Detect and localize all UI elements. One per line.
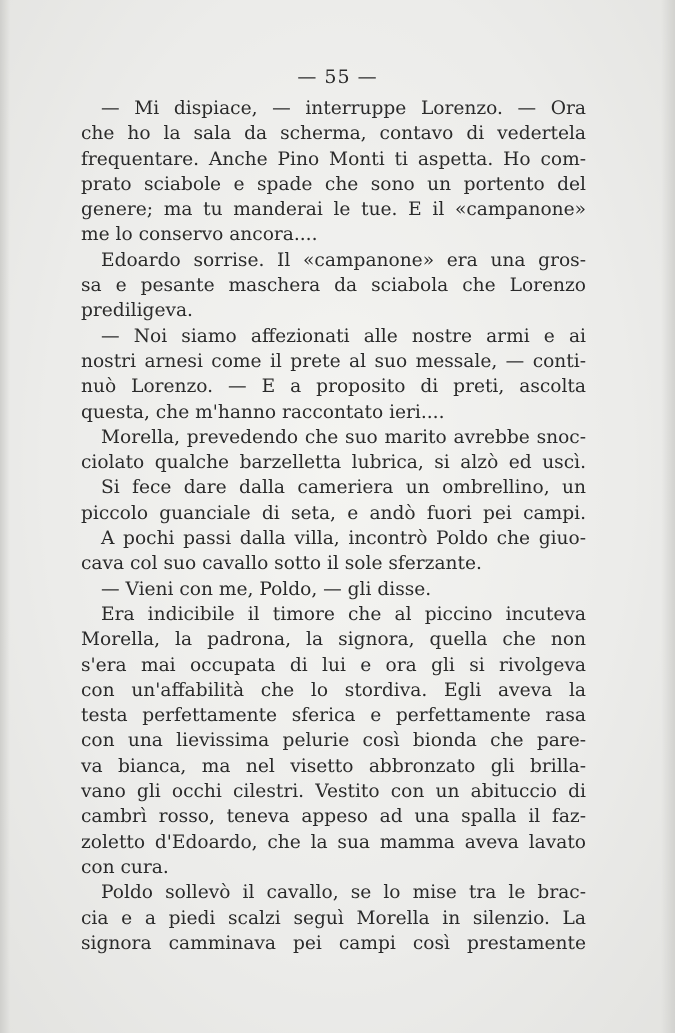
text-line: piccolo guanciale di seta, e andò fuori pei campi. <box>81 502 586 524</box>
text-line: Poldo sollevò il cavallo, se lo mise tra le brac- <box>101 882 586 904</box>
page-number: — 55 — <box>297 66 378 88</box>
text-line: Si fece dare dalla cameriera un ombrellino, un <box>101 477 586 499</box>
text-line: sa e pesante maschera da sciabola che Lorenzo <box>81 275 586 297</box>
page-edge-shadow-left <box>0 0 10 1033</box>
text-line: Morella, la padrona, la signora, quella che non <box>81 629 586 651</box>
text-line: ciolato qualche barzelletta lubrica, si alzò ed uscì. <box>81 452 586 474</box>
text-line: zoletto d'Edoardo, che la sua mamma aveva lavato <box>81 831 586 853</box>
text-line: con una lievissima pelurie così bionda che pare- <box>81 730 586 752</box>
text-line: prato sciabole e spade che sono un portento del <box>81 173 586 195</box>
body-text <box>81 96 586 956</box>
text-line: cava col suo cavallo sotto il sole sferzante. <box>81 553 482 575</box>
text-line: cambrì rosso, teneva appeso ad una spalla il faz- <box>81 806 586 828</box>
text-line: s'era mai occupata di lui e ora gli si rivolgeva <box>81 654 586 676</box>
text-line: Morella, prevedendo che suo marito avrebbe snoc- <box>101 426 586 448</box>
text-line: nostri arnesi come il prete al suo messale, — conti- <box>81 350 586 372</box>
text-line: Era indicibile il timore che al piccino incuteva <box>101 603 586 625</box>
text-line: me lo conservo ancora.... <box>81 224 318 246</box>
text-line: prediligeva. <box>81 300 193 322</box>
text-line: — Noi siamo affezionati alle nostre armi e ai <box>101 325 586 347</box>
text-line: con cura. <box>81 856 169 878</box>
text-line: signora camminava pei campi così prestamente <box>81 932 586 954</box>
page-edge-shadow-right <box>661 0 675 1033</box>
text-line: che ho la sala da scherma, contavo di vedertela <box>81 123 586 145</box>
text-line: nuò Lorenzo. — E a proposito di preti, ascolta <box>81 376 586 398</box>
text-line: genere; ma tu manderai le tue. E il «campanone» <box>81 199 586 221</box>
text-line: Edoardo sorrise. Il «campanone» era una gros- <box>101 249 586 271</box>
text-line: A pochi passi dalla villa, incontrò Poldo che giuo- <box>101 528 586 550</box>
text-line: — Mi dispiace, — interruppe Lorenzo. — Ora <box>101 98 586 119</box>
text-line: frequentare. Anche Pino Monti ti aspetta. Ho com- <box>81 148 586 170</box>
text-line: cia e a piedi scalzi seguì Morella in silenzio. La <box>81 907 586 929</box>
text-line: vano gli occhi cilestri. Vestito con un abituccio di <box>81 781 586 803</box>
text-line: — Vieni con me, Poldo, — gli disse. <box>101 578 432 600</box>
text-line: con un'affabilità che lo stordiva. Egli aveva la <box>81 679 586 701</box>
text-line: va bianca, ma nel visetto abbronzato gli brilla- <box>81 755 586 777</box>
text-line: questa, che m'hanno raccontato ieri.... <box>81 401 445 423</box>
text-line: testa perfettamente sferica e perfettamente rasa <box>81 705 586 727</box>
